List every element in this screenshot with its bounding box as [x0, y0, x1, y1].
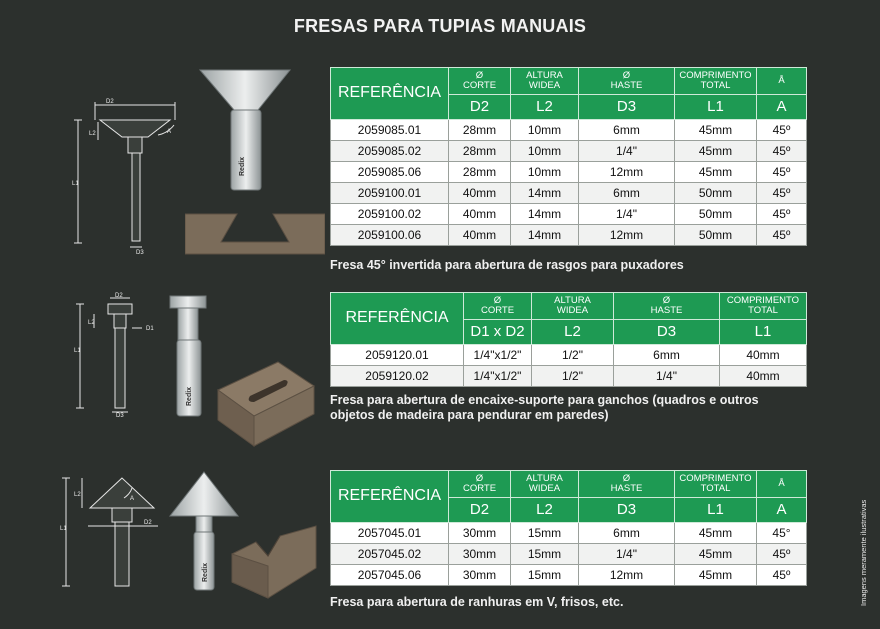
table-cell: 45º — [757, 225, 807, 246]
table-cell: 45º — [757, 120, 807, 141]
table-cell: 15mm — [511, 523, 579, 544]
header-symbol-l2: L2 — [511, 498, 579, 523]
header-corte: CORTE — [462, 483, 497, 494]
table-row — [331, 225, 807, 246]
table-cell: 2057045.01 — [331, 523, 449, 544]
diagram-label-a: A — [167, 129, 172, 135]
header-corte: CORTE — [462, 80, 497, 91]
table-cell: 6mm — [579, 183, 675, 204]
table-cell: 40mm — [449, 204, 511, 225]
table-cell: 1/4" — [579, 141, 675, 162]
diagram-label-l1: L1 — [74, 348, 81, 354]
header-widea: WIDEA — [528, 80, 561, 91]
header-symbol-d1xd2: D1 x D2 — [464, 320, 532, 345]
keyhole-bit-technical-drawing — [72, 290, 162, 418]
table-cell: 45mm — [675, 523, 757, 544]
table-cell: 6mm — [579, 120, 675, 141]
wood-block-keyhole-slot — [216, 350, 316, 448]
table-cell: 1/4"x1/2" — [464, 366, 532, 387]
bit-brand-logo: Redix — [202, 562, 209, 582]
caption-dovetail: Fresa 45° invertida para abertura de rasgos para puxadores — [330, 258, 684, 272]
table-cell: 1/2" — [532, 345, 614, 366]
table-cell: 45º — [757, 162, 807, 183]
caption-v-groove: Fresa para abertura de ranhuras em V, frisos, etc. — [330, 595, 624, 609]
header-comprimento: TOTAL — [700, 483, 731, 494]
table-cell: 15mm — [511, 544, 579, 565]
diagram-label-d3: D3 — [136, 250, 144, 255]
diagram-label-a: A — [130, 496, 135, 502]
header-symbol-l2: L2 — [532, 320, 614, 345]
bit-brand-logo: Redix — [239, 156, 246, 176]
table-cell: 2059100.02 — [331, 204, 449, 225]
diagram-label-d2: D2 — [106, 99, 114, 105]
table-cell: 10mm — [511, 120, 579, 141]
table-cell: 1/4"x1/2" — [464, 345, 532, 366]
table-cell: 12mm — [579, 225, 675, 246]
diagram-label-l1: L1 — [60, 526, 67, 532]
header-symbol-d3: D3 — [579, 95, 675, 120]
caption-line-2: objetos de madeira para pendurar em paredes) — [330, 408, 609, 422]
table-cell: 50mm — [675, 204, 757, 225]
table-cell: 45mm — [675, 544, 757, 565]
table-cell: 2057045.06 — [331, 565, 449, 586]
header-angle: Å — [778, 478, 785, 490]
illustrative-images-note — [848, 481, 868, 611]
table-cell: 50mm — [675, 225, 757, 246]
diagram-label-d1: D1 — [146, 326, 154, 332]
table-cell: 40mm — [449, 183, 511, 204]
header-symbol-d3: D3 — [579, 498, 675, 523]
header-haste: HASTE — [610, 80, 643, 91]
table-cell: 40mm — [720, 345, 807, 366]
header-symbol-a: A — [757, 498, 807, 523]
bit-brand-logo: Redix — [186, 386, 193, 406]
table-cell: 45º — [757, 544, 807, 565]
diagram-label-l2: L2 — [88, 320, 95, 326]
table-row — [331, 141, 807, 162]
diagram-label-l1: L1 — [72, 181, 79, 187]
wood-block-dovetail-groove — [185, 212, 325, 256]
table-row — [331, 544, 807, 565]
table-cell: 10mm — [511, 141, 579, 162]
specs-table-v-groove: REFERÊNCIA Ø CORTE ALTURA WIDEA Ø HASTE COMPRIMENTO TOTAL Å D2 L2 D3 L1 A 2057045.01 30mm 15mm 6mm 45mm 45° 2057045.02 30mm 15mm 1/4" 45mm 45º 2057045.06 30mm 15mm 12mm 45mm 45º — [330, 470, 807, 586]
header-symbol-l1: L1 — [675, 498, 757, 523]
table-cell: 50mm — [675, 183, 757, 204]
table-cell: 45mm — [675, 565, 757, 586]
header-comprimento: TOTAL — [748, 305, 778, 316]
header-referencia: REFERÊNCIA — [331, 68, 449, 120]
table-cell: 6mm — [579, 523, 675, 544]
table-row — [331, 345, 807, 366]
table-cell: 45º — [757, 565, 807, 586]
diagram-label-d2: D2 — [144, 520, 152, 526]
table-cell: 12mm — [579, 565, 675, 586]
table-cell: 45º — [757, 183, 807, 204]
header-widea: WIDEA — [528, 483, 561, 494]
table-cell: 1/4" — [614, 366, 720, 387]
table-cell: 1/4" — [579, 544, 675, 565]
table-cell: 6mm — [614, 345, 720, 366]
dovetail-bit-photo — [198, 68, 293, 193]
table-cell: 30mm — [449, 523, 511, 544]
header-corte: CORTE — [480, 305, 515, 316]
header-haste: HASTE — [650, 305, 683, 316]
table-cell: 15mm — [511, 565, 579, 586]
header-symbol-l1: L1 — [675, 95, 757, 120]
header-symbol-l1: L1 — [720, 320, 807, 345]
table-cell: 2057045.02 — [331, 544, 449, 565]
table-cell: 2059100.06 — [331, 225, 449, 246]
diagram-label-l2: L2 — [74, 492, 81, 498]
table-cell: 28mm — [449, 162, 511, 183]
header-widea: WIDEA — [556, 305, 589, 316]
table-cell: 14mm — [511, 204, 579, 225]
table-cell: 2059085.01 — [331, 120, 449, 141]
table-cell: 14mm — [511, 225, 579, 246]
wood-block-v-groove — [228, 522, 322, 600]
table-row — [331, 183, 807, 204]
table-cell: 12mm — [579, 162, 675, 183]
header-comprimento: TOTAL — [700, 80, 731, 91]
table-cell: 45º — [757, 141, 807, 162]
table-cell: 45mm — [675, 120, 757, 141]
header-referencia: REFERÊNCIA — [331, 471, 449, 523]
table-cell: 2059085.06 — [331, 162, 449, 183]
table-row — [331, 162, 807, 183]
table-cell: 2059085.02 — [331, 141, 449, 162]
header-symbol-d2: D2 — [449, 95, 511, 120]
table-cell: 10mm — [511, 162, 579, 183]
header-symbol-l2: L2 — [511, 95, 579, 120]
page-title: FRESAS PARA TUPIAS MANUAIS — [293, 16, 587, 36]
table-row — [331, 523, 807, 544]
table-cell: 28mm — [449, 120, 511, 141]
header-haste: HASTE — [610, 483, 643, 494]
diagram-label-d3: D3 — [116, 413, 124, 418]
table-cell: 45mm — [675, 162, 757, 183]
table-cell: 45mm — [675, 141, 757, 162]
table-cell: 45° — [757, 523, 807, 544]
table-cell: 30mm — [449, 565, 511, 586]
table-cell: 30mm — [449, 544, 511, 565]
table-cell: 2059120.02 — [331, 366, 464, 387]
caption-keyhole — [330, 393, 759, 423]
table-cell: 2059100.01 — [331, 183, 449, 204]
header-angle: Å — [778, 75, 785, 87]
table-cell: 45º — [757, 204, 807, 225]
specs-table-keyhole: REFERÊNCIA Ø CORTE ALTURA WIDEA Ø HASTE COMPRIMENTO TOTAL D1 x D2 L2 D3 L1 2059120.01 1/4"x1/2" 1/2" 6mm 40mm 2059120.02 1/4"x1/2" 1/2" 1/4" 40mm — [330, 292, 807, 387]
table-row — [331, 204, 807, 225]
table-row — [331, 565, 807, 586]
table-row — [331, 120, 807, 141]
table-cell: 28mm — [449, 141, 511, 162]
caption-line-1: Fresa para abertura de encaixe-suporte para ganchos (quadros e outros — [330, 393, 759, 407]
header-symbol-d3: D3 — [614, 320, 720, 345]
v-groove-bit-technical-drawing — [58, 468, 168, 593]
table-cell: 14mm — [511, 183, 579, 204]
diagram-label-d2: D2 — [115, 293, 123, 299]
table-cell: 1/4" — [579, 204, 675, 225]
table-cell: 2059120.01 — [331, 345, 464, 366]
table-cell: 40mm — [720, 366, 807, 387]
table-row — [331, 366, 807, 387]
dovetail-bit-technical-drawing — [70, 95, 195, 255]
header-referencia: REFERÊNCIA — [331, 293, 464, 345]
header-symbol-a: A — [757, 95, 807, 120]
header-symbol-d2: D2 — [449, 498, 511, 523]
keyhole-bit-photo — [168, 294, 212, 418]
specs-table-dovetail: REFERÊNCIA Ø CORTE ALTURA WIDEA Ø HASTE COMPRIMENTO TOTAL Å D2 L2 D3 L1 A 2059085.01 28mm 10mm 6mm 45mm 45º 2059085.02 28mm 10mm 1/4" 45mm 45º 2059085.06 28mm 10mm 12mm 45mm 45º 2059100.01 40mm 14mm 6mm 50mm 45º 2059100.02 40mm 14mm 1/4" 50mm 45º 2059100.06 40mm 14mm 12mm 50mm 45º — [330, 67, 807, 246]
table-cell: 1/2" — [532, 366, 614, 387]
table-cell: 40mm — [449, 225, 511, 246]
diagram-label-l2: L2 — [89, 131, 96, 137]
side-note-text: Imagens meramente ilustrativas — [859, 499, 868, 606]
